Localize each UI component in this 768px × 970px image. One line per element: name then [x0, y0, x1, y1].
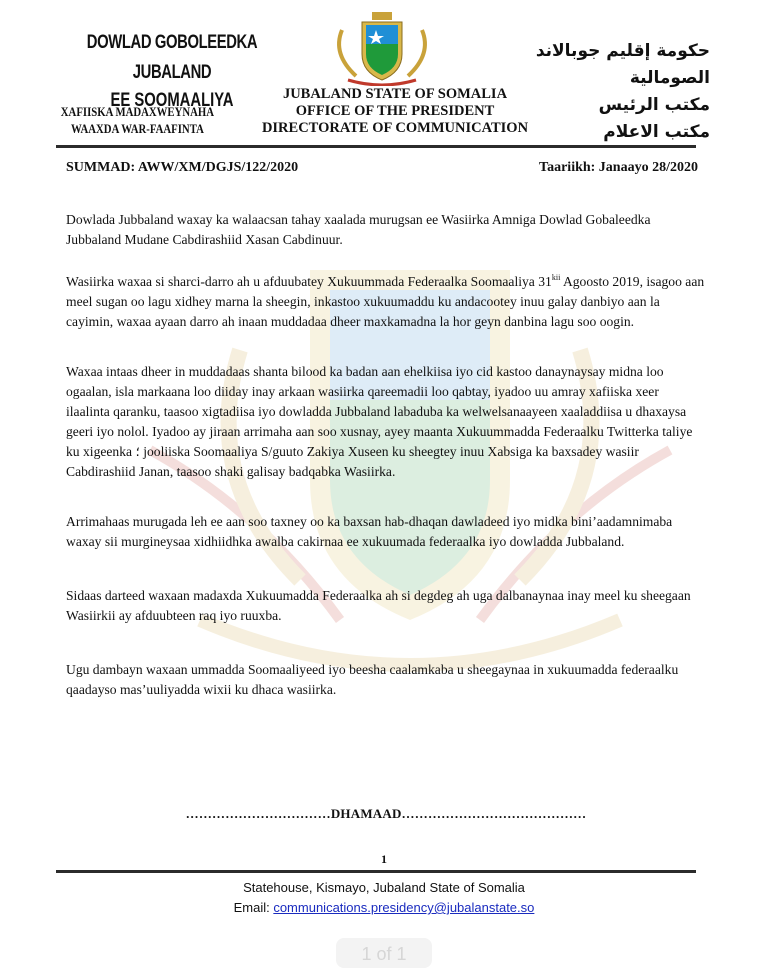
paragraph-5: Sidaas darteed waxaan madaxda Xukuumadda Federaalka ah si degdeg ah uga dalbanaynaa inay meel ku sheegaan Wasiirkii ay afduubteen raq iyo ruuxba.	[66, 588, 691, 623]
paragraph-2-start: Wasiirka waxaa si sharci-darro ah u afduubatey Xukuummada Federaalka Soomaaliya 31	[66, 274, 552, 289]
directorate-name-arabic: مكتب الاعلام	[603, 122, 710, 142]
footer-email-line	[0, 900, 768, 915]
letter-body	[66, 210, 706, 700]
office-name-english: OFFICE OF THE PRESIDENT	[295, 103, 495, 119]
state-name-somali-2: EE SOOMAALIYA	[110, 90, 234, 111]
paragraph-4: Arrimahaas murugada leh ee aan soo taxney oo ka baxsan hab-dhaqan dawladeed iyo midka bini’aadamnimaba waxay sii murgineysaa xidhiidhka awalba cakirnaa ee xukuumada federaalka iyo dowladda Jubbaland.	[66, 514, 673, 549]
footer-divider	[56, 870, 696, 873]
reference-number: SUMMAD: AWW/XM/DGJS/122/2020	[66, 160, 299, 175]
document-date: Taariikh: Janaayo 28/2020	[539, 160, 698, 175]
office-name-arabic: مكتب الرئيس	[598, 95, 710, 115]
header-left-office	[60, 104, 215, 138]
paragraph-1: Dowlada Jubbaland waxay ka walaacsan tahay xaalada murugsan ee Wasiirka Amniga Dowlad Gobaleedka Jubbaland Mudane Cabdirashiid Xasan Cabdinuur.	[66, 212, 651, 247]
footer-address: Statehouse, Kismayo, Jubaland State of Somalia	[243, 880, 525, 895]
state-name-somali: DOWLAD GOBOLEEDKA JUBALAND	[86, 32, 258, 83]
paragraph-3: Waxaa intaas dheer in muddadaas shanta bilood ka badan aan ehelkiisa iyo cid kastoo danaynaysay midna loo ogaalan, isla markaana loo diiday inay arkaan wasiirka qareemadii loo qabtay, iyadoo uu amray xafiiska xeer ilaalinta qaranku, taasoo xigtadiisa iyo dowladda Jubbaland labaduba ka welwelsanaayeen xaaladdiisa u dhaxaysa geeri iyo nolol. Iyadoo ay jiraan arrimaha aan soo xusnay, ayey maanta Xukuummadda Federaalku Twitterka taliye ku xigeenka ؛ jooliiska Soomaaliya S/guuto Zakiya Xuseen ku sheegtey inuu Xabsiga ka baxsadey wasiir Cabdirashiid Janan, taasoo shaki galisay badqabka Wasiirka.	[66, 364, 693, 479]
office-line-2: WAAXDA WAR-FAAFINTA	[70, 122, 204, 136]
paragraph-6: Ugu dambayn waxaan ummadda Soomaaliyeed iyo beesha caalamkaba u sheegaynaa in xukuumadda federaalku qaadayso mas’uuliyadda wixii ku dhaca wasiirka.	[66, 662, 679, 697]
paragraph-2-superscript: kii	[551, 273, 561, 282]
paragraph-2	[66, 272, 706, 332]
office-line-1: XAFIISKA MADAXWEYNAHA	[60, 105, 214, 119]
closing-line: ……………………………DHAMAAD……………………………………	[185, 806, 587, 821]
page-indicator: 1 of 1	[336, 938, 432, 968]
state-name-arabic: حكومة إقليم جوبالاند الصومالية	[535, 41, 710, 88]
page-number: 1	[381, 852, 387, 866]
jubaland-emblem	[328, 10, 436, 86]
state-name-english: JUBALAND STATE OF SOMALIA	[282, 86, 508, 102]
header-right-arabic	[490, 38, 710, 146]
paragraph-2-rest: Agoosto 2019, isagoo aan meel sugan oo lagu xidhey marna la sheegin, inkastoo xukuumaddu ku andacootey inuu galay danbiyo aan la cayimin, waxaa ayaan darro ah inaan muddadaa dheer maxkamadna la hor geyn danbina lagu soo oogin.	[66, 274, 705, 329]
email-link[interactable]: communications.presidency@jubalanstate.so	[273, 900, 535, 915]
directorate-name-english: DIRECTORATE OF COMMUNICATION	[261, 120, 529, 136]
email-label: Email:	[233, 900, 274, 915]
header-divider	[56, 145, 696, 148]
